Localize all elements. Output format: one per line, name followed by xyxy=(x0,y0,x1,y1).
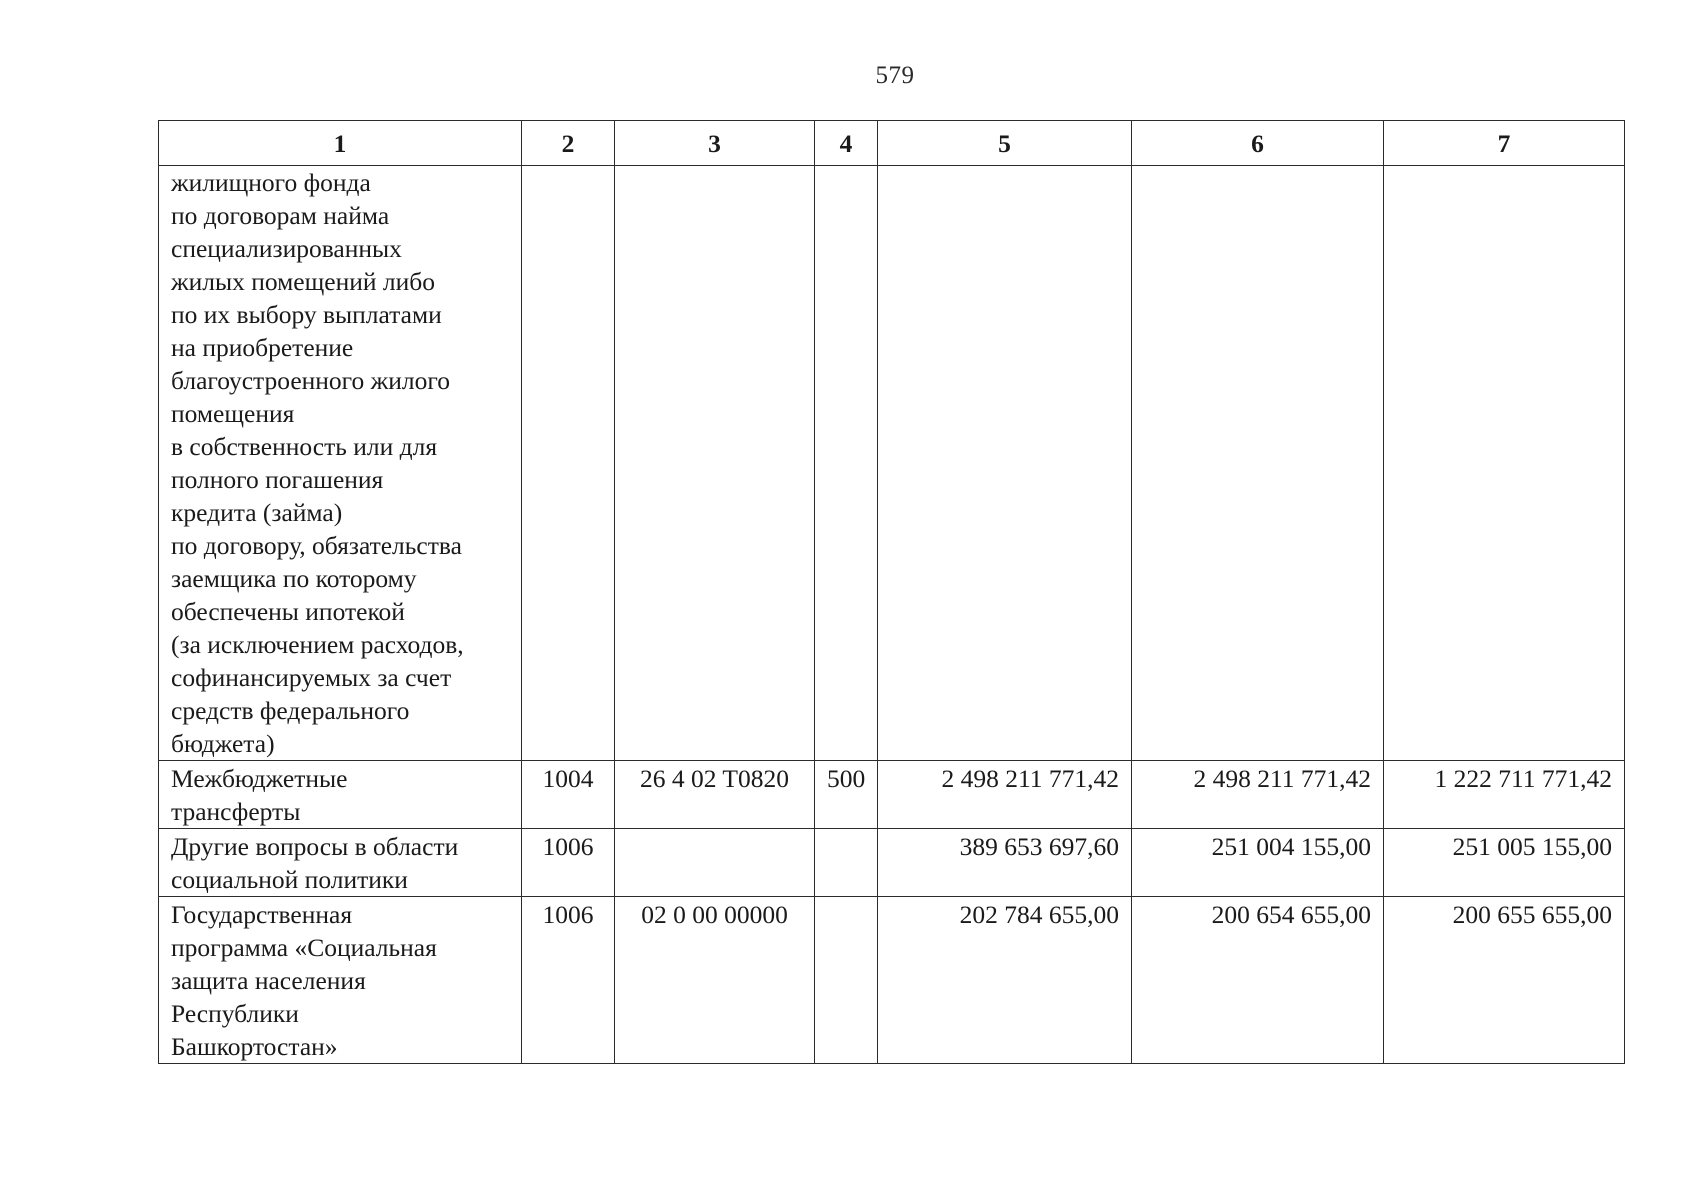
name-line: (за исключением расходов, xyxy=(171,630,464,659)
amount-cell-5 xyxy=(878,166,1132,761)
expense-type-cell xyxy=(815,166,878,761)
expense-type-cell: 500 xyxy=(815,761,878,829)
amount-cell-5: 2 498 211 771,42 xyxy=(878,761,1132,829)
name-line: специализированных xyxy=(171,234,402,263)
amount-cell-5: 202 784 655,00 xyxy=(878,897,1132,1064)
column-header-3: 3 xyxy=(615,121,815,166)
name-line: Межбюджетные xyxy=(171,764,348,793)
name-line: трансферты xyxy=(171,797,301,826)
target-code-cell xyxy=(615,166,815,761)
budget-table xyxy=(158,120,1625,1064)
name-line: благоустроенного жилого xyxy=(171,366,450,395)
amount-cell-7: 1 222 711 771,42 xyxy=(1384,761,1625,829)
name-line: бюджета) xyxy=(171,729,275,758)
column-header-4: 4 xyxy=(815,121,878,166)
table-row xyxy=(159,897,1625,1064)
name-line: помещения xyxy=(171,399,295,428)
name-line: заемщика по которому xyxy=(171,564,417,593)
name-line: в собственность или для xyxy=(171,432,438,461)
section-cell xyxy=(522,166,615,761)
name-line: программа «Социальная xyxy=(171,933,437,962)
expense-type-cell xyxy=(815,829,878,897)
name-line: по договору, обязательства xyxy=(171,531,462,560)
name-line: жилищного фонда xyxy=(171,168,371,197)
amount-cell-7: 200 655 655,00 xyxy=(1384,897,1625,1064)
column-header-5: 5 xyxy=(878,121,1132,166)
name-line: Государственная xyxy=(171,900,353,929)
name-line: Другие вопросы в области xyxy=(171,832,459,861)
name-line: на приобретение xyxy=(171,333,354,362)
amount-cell-6: 200 654 655,00 xyxy=(1132,897,1384,1064)
column-header-2: 2 xyxy=(522,121,615,166)
name-line: кредита (займа) xyxy=(171,498,343,527)
row-name-cell xyxy=(159,166,522,761)
name-line: обеспечены ипотекой xyxy=(171,597,405,626)
header-row xyxy=(159,121,1625,166)
name-line: полного погашения xyxy=(171,465,384,494)
name-line: социальной политики xyxy=(171,865,408,894)
section-cell: 1006 xyxy=(522,897,615,1064)
page-number: 579 xyxy=(875,62,915,89)
target-code-cell: 26 4 02 T0820 xyxy=(615,761,815,829)
name-line: Башкортостан» xyxy=(171,1032,338,1061)
table-row xyxy=(159,829,1625,897)
target-code-cell xyxy=(615,829,815,897)
amount-cell-7: 251 005 155,00 xyxy=(1384,829,1625,897)
column-header-6: 6 xyxy=(1132,121,1384,166)
table-row xyxy=(159,761,1625,829)
amount-cell-6: 251 004 155,00 xyxy=(1132,829,1384,897)
amount-cell-6: 2 498 211 771,42 xyxy=(1132,761,1384,829)
name-line: софинансируемых за счет xyxy=(171,663,452,692)
column-header-1: 1 xyxy=(159,121,522,166)
name-line: защита населения xyxy=(171,966,366,995)
column-header-7: 7 xyxy=(1384,121,1625,166)
row-name-cell xyxy=(159,897,522,1064)
table-row xyxy=(159,166,1625,761)
name-line: жилых помещений либо xyxy=(171,267,435,296)
name-line: по договорам найма xyxy=(171,201,390,230)
row-name-cell xyxy=(159,761,522,829)
target-code-cell: 02 0 00 00000 xyxy=(615,897,815,1064)
row-name-cell xyxy=(159,829,522,897)
name-line: по их выбору выплатами xyxy=(171,300,442,329)
name-line: средств федерального xyxy=(171,696,410,725)
expense-type-cell xyxy=(815,897,878,1064)
amount-cell-6 xyxy=(1132,166,1384,761)
amount-cell-5: 389 653 697,60 xyxy=(878,829,1132,897)
section-cell: 1006 xyxy=(522,829,615,897)
section-cell: 1004 xyxy=(522,761,615,829)
amount-cell-7 xyxy=(1384,166,1625,761)
name-line: Республики xyxy=(171,999,299,1028)
